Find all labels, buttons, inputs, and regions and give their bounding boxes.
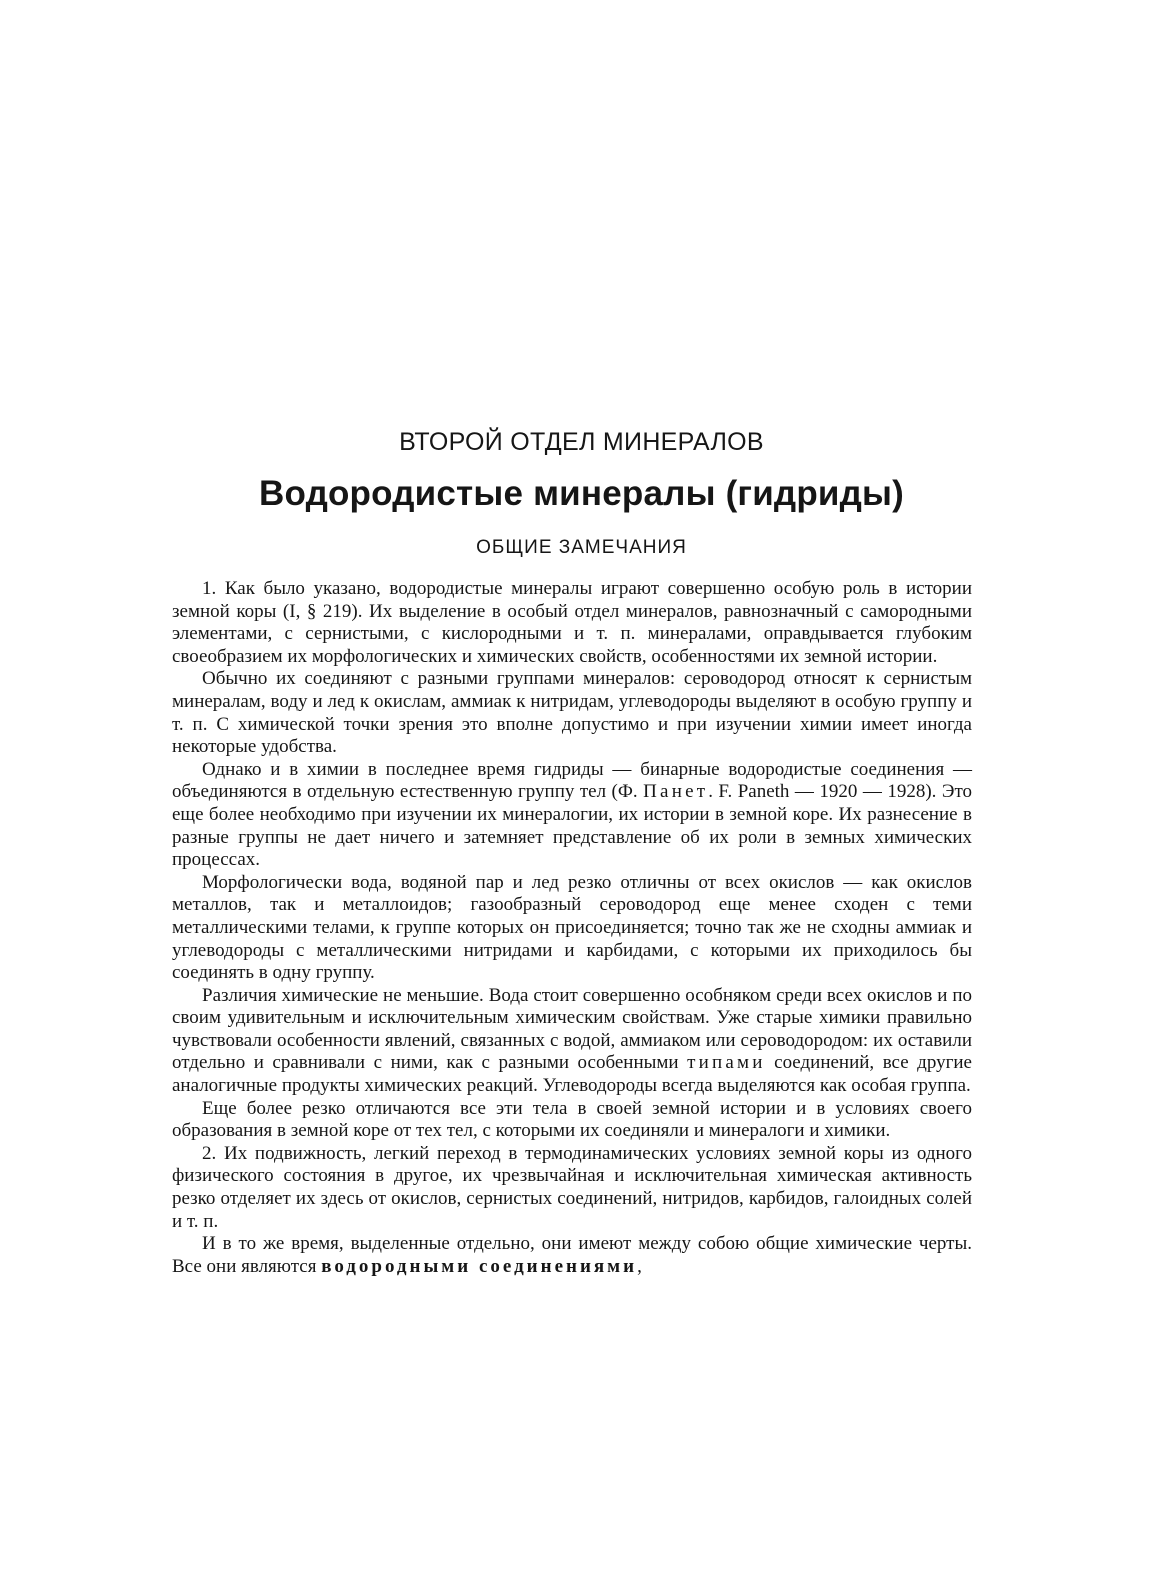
paragraph-8-text-before: И в то же время, выделенные отдельно, они имеют между собою общие химические черты. Все они являются (172, 1233, 972, 1277)
paragraph-8-text-after: , (637, 1255, 642, 1277)
paragraph-3-text-before: Однако и в химии в последнее время гидриды — бинарные водородистые соединения — объединяются в отдельную естественную группу тел (Ф. (172, 758, 972, 803)
body-text (172, 578, 972, 1278)
chapter-title: Водородистые минералы (гидриды) (258, 474, 905, 513)
paragraph-5-text-before: Различия химические не меньшие. Вода стоит совершенно особняком среди всех окислов и по своим удивительным и исключительным химическим свойствам. Уже старые химики правильно чувствовали особенности явлений, связанных с водой, аммиаком или сероводородом: их оставили отдельно и сравнивали с ними, как с разными особенными (172, 984, 972, 1074)
paragraph-4: Морфологически вода, водяной пар и лед резко отличны от всех окислов — как окислов металлов, так и металлоидов; газообразный сероводород еще менее сходен с теми металлическими телами, к группе которых он присоединяется; точно так же не сходны аммиак и углеводороды с металлическими нитридами и карбидами, с которыми их приходилось бы соединять в одну группу. (172, 871, 972, 984)
paragraph-3 (172, 759, 972, 872)
paragraph-5-text-after: соединений, все другие аналогичные продукты химических реакций. Углеводороды всегда выделяются как особая группа. (172, 1052, 972, 1097)
section-heading: ВТОРОЙ ОТДЕЛ МИНЕРАЛОВ (399, 428, 764, 456)
paragraph-8 (172, 1233, 972, 1278)
paragraph-3-text-after: . F. Paneth — 1920 — 1928). Это еще более необходимо при изучении их минералогии, их истории в земной коре. Их разнесение в разные группы не дает ничего и затемняет представление об их роли в земных химических процессах. (172, 781, 972, 871)
spaced-name-panet: Панет (643, 781, 709, 803)
spaced-phrase-hydrogen-compounds: водородными соединениями (321, 1255, 638, 1277)
subsection-heading: ОБЩИЕ ЗАМЕЧАНИЯ (476, 537, 687, 558)
paragraph-1: 1. Как было указано, водородистые минералы играют совершенно особую роль в истории земной коры (I, § 219). Их выделение в особый отдел минералов, равнозначный с самородными элементами, с сернистыми, с кислородными и т. п. минералами, оправдывается глубоким своеобразием их морфологических и химических свойств, особенностями их земной истории. (172, 578, 972, 667)
paragraph-2: Обычно их соединяют с разными группами минералов: сероводород относят к сернистым минералам, воду и лед к окислам, аммиак к нитридам, углеводороды выделяют в особую группу и т. п. С химической точки зрения это вполне допустимо и при изучении химии имеет иногда некоторые удобства. (172, 668, 972, 758)
spaced-word-tipami: типами (687, 1052, 766, 1074)
paragraph-6: Еще более резко отличаются все эти тела в своей земной истории и в условиях своего образования в земной коре от тех тел, с которыми их соединяли и минералоги и химики. (172, 1097, 972, 1142)
paragraph-7: 2. Их подвижность, легкий переход в термодинамических условиях земной коры из одного физического состояния в другое, их чрезвычайная и исключительная химическая активность резко отделяет их здесь от окислов, сернистых соединений, нитридов, карбидов, галоидных солей и т. п. (172, 1142, 972, 1232)
paragraph-5 (172, 985, 972, 1098)
